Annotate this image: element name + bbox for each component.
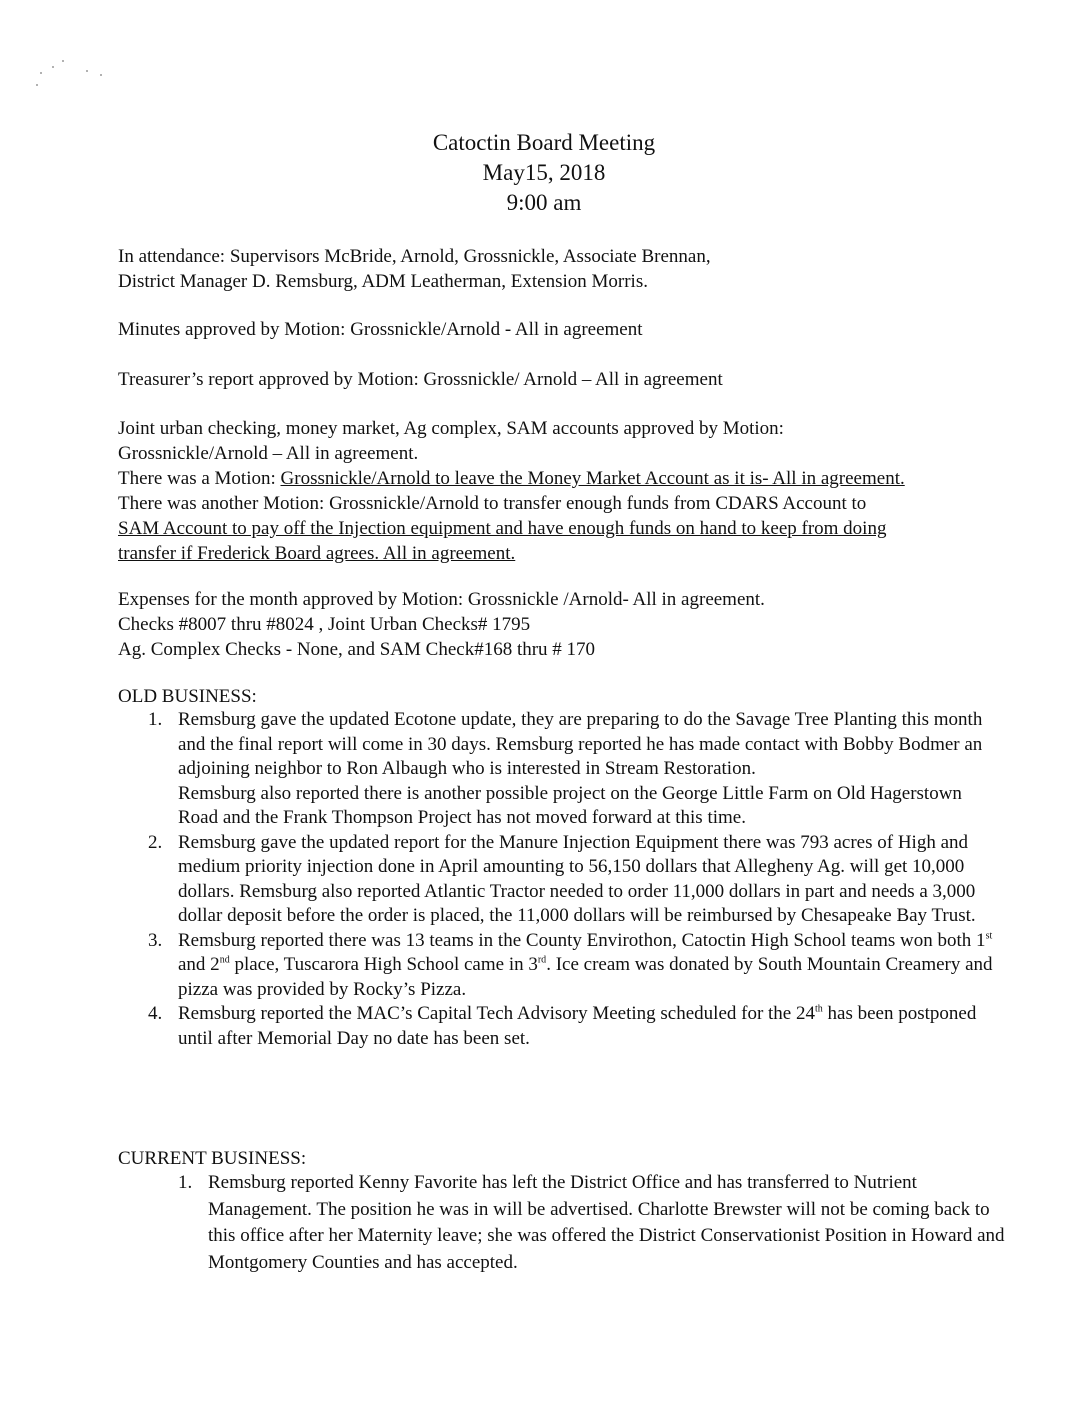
expenses-paragraph <box>118 587 998 662</box>
motion-2-continued: SAM Account to pay off the Injection equipment and have enough funds on hand to keep from doing <box>118 518 887 539</box>
item-number: 2. <box>148 831 163 853</box>
item-number: 4. <box>148 1003 163 1024</box>
text-run: has been postponed until after Memorial Day no date has been set. <box>178 1003 977 1049</box>
ordinal-suffix: nd <box>219 954 230 966</box>
item-text: Remsburg reported Kenny Favorite has left the District Office and has transferred to Nutrient Management. The position he was in will be advertised. Charlotte Brewster will not be coming back to this office after her Maternity leave; she was offered the District Conservationist Position in Howard and Montgomery Counties and has accepted. <box>208 1172 1005 1273</box>
motion-1-prefix: There was a Motion: <box>118 468 281 489</box>
expenses-line: Ag. Complex Checks - None, and SAM Check#168 thru # 170 <box>118 639 596 660</box>
list-item <box>148 708 998 831</box>
meeting-time: 9:00 am <box>506 190 582 215</box>
attendance-paragraph <box>118 244 998 294</box>
motion-2 <box>118 491 998 516</box>
text-run: Remsburg reported there was 13 teams in the County Envirothon, Catoctin High School teams won both 1 <box>178 929 986 951</box>
item-number: 1. <box>178 1172 193 1193</box>
minutes-text: Minutes approved by Motion: Grossnickle/Arnold - All in agreement <box>118 319 643 340</box>
motion-1 <box>118 466 998 491</box>
item-text: Remsburg gave the updated report for the Manure Injection Equipment there was 793 acres of High and medium priority injection done in April amounting to 56,150 dollars that Allegheny Ag. will get 10,000 dollars. Remsburg also reported Atlantic Tractor needed to order 11,000 dollars in part and needs a 3,000 dollar deposit before the order is placed, the 11,000 dollars will be reimbursed by Chesapeake Bay Trust. <box>178 831 976 926</box>
scan-speck <box>40 72 42 74</box>
motion-2-text: Grossnickle/Arnold to transfer enough funds from CDARS Account to <box>329 493 867 514</box>
scan-speck <box>62 60 64 62</box>
treasurer-text: Treasurer’s report approved by Motion: Grossnickle/ Arnold – All in agreement <box>118 369 723 390</box>
item-text <box>178 1002 998 1051</box>
text-run: place, Tuscarora High School came in 3 <box>229 954 538 975</box>
current-business-list <box>178 1170 1008 1276</box>
item-number: 3. <box>148 929 163 951</box>
item-text: Remsburg gave the updated Ecotone update, they are preparing to do the Savage Tree Planting this month and the final report will come in 30 days. Remsburg reported he has made contact with Bobby Bodmer an adjoining neighbor to Ron Albaugh who is interested in Stream Restoration. <box>178 709 983 779</box>
ordinal-suffix: rd <box>537 954 547 966</box>
document-title: Catoctin Board Meeting <box>432 130 656 155</box>
old-business-list <box>148 708 998 1051</box>
document-header <box>0 128 1088 218</box>
ordinal-suffix: st <box>985 930 993 942</box>
text-run: . Ice cream was donated by South Mountain Creamery and pizza was provided by Rocky’s Pizza. <box>178 954 993 1000</box>
list-item <box>148 831 998 929</box>
current-business-heading: CURRENT BUSINESS: <box>118 1148 307 1169</box>
attendance-line: District Manager D. Remsburg, ADM Leatherman, Extension Morris. <box>118 271 648 292</box>
minutes-approval <box>118 317 998 342</box>
attendance-line: In attendance: Supervisors McBride, Arnold, Grossnickle, Associate Brennan, <box>118 246 711 267</box>
scan-speck <box>52 66 54 68</box>
item-text: Remsburg also reported there is another possible project on the George Little Farm on Old Hagerstown Road and the Frank Thompson Project has not moved forward at this time. <box>178 782 962 828</box>
item-text <box>178 929 998 1003</box>
scan-speck <box>100 74 102 76</box>
old-business-heading: OLD BUSINESS: <box>118 686 257 707</box>
expenses-line: Checks #8007 thru #8024 , Joint Urban Checks# 1795 <box>118 614 531 635</box>
motion-2-prefix: There was another Motion: <box>118 493 330 514</box>
ordinal-suffix: th <box>815 1003 823 1015</box>
treasurer-report <box>118 367 998 392</box>
accounts-line: Joint urban checking, money market, Ag complex, SAM accounts approved by Motion: <box>118 418 784 439</box>
meeting-date: May15, 2018 <box>482 160 606 185</box>
list-item <box>178 1170 1008 1276</box>
text-run: Remsburg reported the MAC’s Capital Tech Advisory Meeting scheduled for the 24 <box>178 1003 815 1024</box>
accounts-paragraph <box>118 416 998 566</box>
item-number: 1. <box>148 709 163 730</box>
scan-speck <box>86 70 88 72</box>
list-item <box>148 1002 998 1051</box>
list-item <box>148 929 998 1003</box>
motion-1-text: Grossnickle/Arnold to leave the Money Market Account as it is- All in agreement. <box>280 468 905 489</box>
motion-2-continued: transfer if Frederick Board agrees. All in agreement. <box>118 543 516 564</box>
text-run: and 2 <box>178 954 220 975</box>
scan-speck <box>36 84 38 86</box>
accounts-line: Grossnickle/Arnold – All in agreement. <box>118 443 419 464</box>
expenses-line: Expenses for the month approved by Motion: Grossnickle /Arnold- All in agreement. <box>118 589 765 610</box>
